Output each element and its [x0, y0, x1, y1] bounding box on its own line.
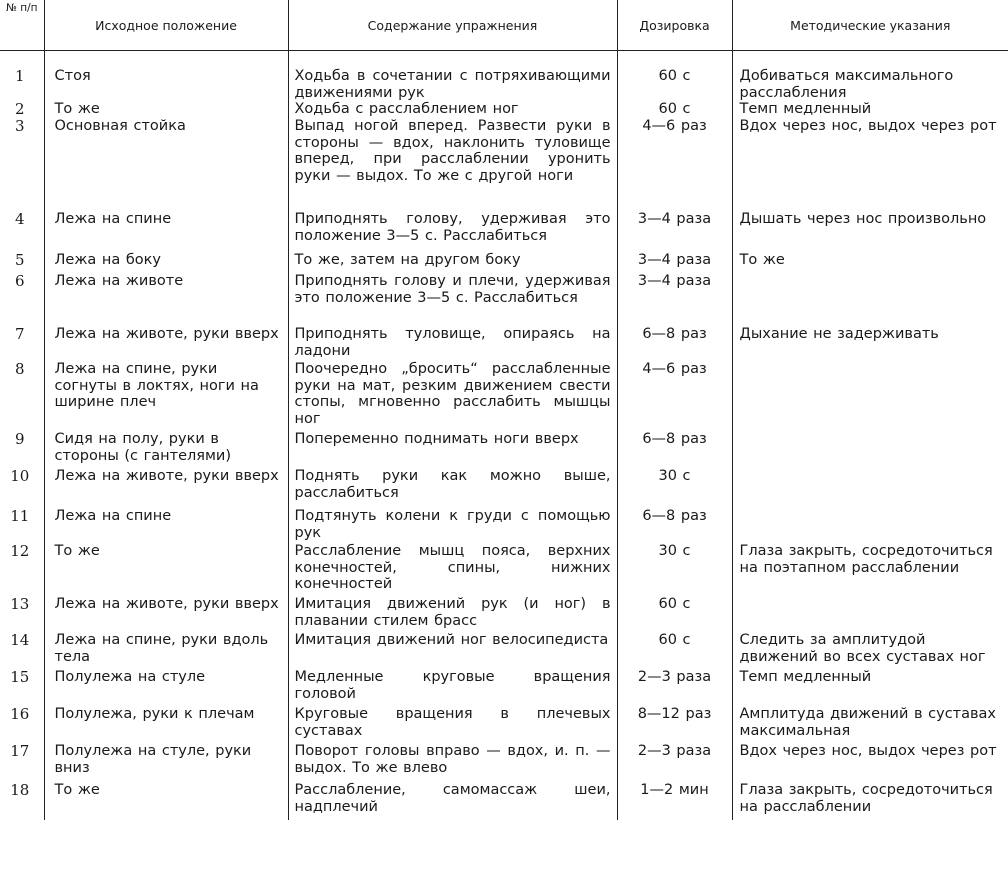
- row-dosage: 1—2 мин: [617, 782, 732, 820]
- row-number: 6: [0, 273, 44, 326]
- row-starting-position: Лежа на спине: [44, 211, 288, 252]
- row-number: 17: [0, 743, 44, 782]
- row-number: 15: [0, 669, 44, 706]
- row-method-notes: [732, 596, 1008, 632]
- header-content: Содержание упражнения: [288, 0, 617, 51]
- table-row: [0, 632, 1008, 669]
- row-exercise-content: Приподнять голову, удерживая это положение 3—5 с. Расслабиться: [288, 211, 617, 252]
- row-starting-position: Лежа на животе: [44, 273, 288, 326]
- row-method-notes: [732, 431, 1008, 468]
- row-method-notes: Глаза закрыть, сосредоточиться на расслаблении: [739, 782, 993, 815]
- row-exercise-content: Приподнять голову и плечи, удерживая это положение 3—5 с. Расслабиться: [288, 273, 617, 326]
- row-exercise-content: Подтянуть колени к груди с помощью рук: [288, 508, 617, 543]
- table-row: [0, 118, 1008, 211]
- table-row: [0, 543, 1008, 596]
- row-starting-position: Стоя: [44, 51, 288, 102]
- row-number: 3: [0, 118, 44, 211]
- row-method-notes: Дыхание не задерживать: [739, 326, 939, 343]
- row-number: 18: [0, 782, 44, 820]
- row-number: 4: [0, 211, 44, 252]
- row-number: 5: [0, 252, 44, 273]
- row-method-notes: Вдох через нос, выдох через рот: [739, 743, 997, 760]
- row-dosage: 60 с: [617, 632, 732, 669]
- row-starting-position: Сидя на полу, руки в стороны (с гантелями): [44, 431, 288, 468]
- row-number: 9: [0, 431, 44, 468]
- row-method-notes: [732, 468, 1008, 508]
- row-dosage: 3—4 раза: [617, 273, 732, 326]
- row-dosage: 30 с: [617, 543, 732, 596]
- table-row: [0, 596, 1008, 632]
- row-starting-position: То же: [44, 543, 288, 596]
- row-exercise-content: Круговые вращения в плечевых суставах: [288, 706, 617, 743]
- row-exercise-content: Приподнять туловище, опираясь на ладони: [288, 326, 617, 361]
- row-dosage: 6—8 раз: [617, 431, 732, 468]
- table-row: [0, 743, 1008, 782]
- table-header-row: [0, 0, 1008, 51]
- table-row: [0, 782, 1008, 820]
- row-dosage: 60 с: [617, 51, 732, 102]
- row-number: 7: [0, 326, 44, 361]
- row-exercise-content: Расслабление мышц пояса, верхних конечностей, спины, нижних конечностей: [288, 543, 617, 596]
- row-exercise-content: Поочередно „бросить“ расслабленные руки на мат, резким движением свести стопы, мгновенно расслабить мышцы ног: [288, 361, 617, 431]
- table-row: [0, 706, 1008, 743]
- row-exercise-content: Медленные круговые вращения головой: [288, 669, 617, 706]
- row-dosage: 4—6 раз: [617, 118, 732, 211]
- table-row: [0, 468, 1008, 508]
- row-starting-position: Полулежа, руки к плечам: [44, 706, 288, 743]
- row-exercise-content: Имитация движений рук (и ног) в плавании стилем брасс: [288, 596, 617, 632]
- row-dosage: 3—4 раза: [617, 252, 732, 273]
- row-exercise-content: Расслабление, самомассаж шеи, надплечий: [288, 782, 617, 820]
- row-method-notes: Дышать через нос произвольно: [739, 211, 987, 228]
- row-exercise-content: Имитация движений ног велосипедиста: [288, 632, 617, 669]
- row-number: 1: [0, 51, 44, 102]
- row-dosage: 3—4 раза: [617, 211, 732, 252]
- row-method-notes: Темп медленный: [739, 101, 872, 118]
- row-number: 8: [0, 361, 44, 431]
- row-number: 2: [0, 101, 44, 118]
- row-starting-position: Лежа на животе, руки вверх: [44, 596, 288, 632]
- row-dosage: 60 с: [617, 596, 732, 632]
- row-method-notes: Вдох через нос, выдох через рот: [739, 118, 997, 135]
- row-method-notes: Темп медленный: [739, 669, 872, 686]
- table-row: [0, 431, 1008, 468]
- table-row: [0, 101, 1008, 118]
- row-number: 12: [0, 543, 44, 596]
- row-dosage: 2—3 раза: [617, 743, 732, 782]
- row-exercise-content: Поворот головы вправо — вдох, и. п. — выдох. То же влево: [288, 743, 617, 782]
- row-starting-position: Лежа на спине: [44, 508, 288, 543]
- row-dosage: 2—3 раза: [617, 669, 732, 706]
- row-starting-position: Лежа на животе, руки вверх: [44, 326, 288, 361]
- row-dosage: 4—6 раз: [617, 361, 732, 431]
- table-body: [0, 51, 1008, 821]
- row-method-notes: [732, 361, 1008, 431]
- row-starting-position: То же: [44, 101, 288, 118]
- header-number: № п/п: [0, 0, 44, 51]
- table-row: [0, 273, 1008, 326]
- row-starting-position: Лежа на боку: [44, 252, 288, 273]
- row-exercise-content: Поднять руки как можно выше, расслабиться: [288, 468, 617, 508]
- row-starting-position: То же: [44, 782, 288, 820]
- row-starting-position: Лежа на животе, руки вверх: [44, 468, 288, 508]
- row-number: 14: [0, 632, 44, 669]
- row-starting-position: Лежа на спине, руки вдоль тела: [44, 632, 288, 669]
- row-method-notes: То же: [739, 252, 785, 269]
- row-number: 11: [0, 508, 44, 543]
- table-row: [0, 508, 1008, 543]
- row-number: 16: [0, 706, 44, 743]
- row-method-notes: [732, 508, 1008, 543]
- row-dosage: 8—12 раз: [617, 706, 732, 743]
- row-method-notes: [732, 273, 1008, 326]
- row-starting-position: Лежа на спине, руки согнуты в локтях, ноги на ширине плеч: [44, 361, 288, 431]
- row-number: 13: [0, 596, 44, 632]
- row-method-notes: Амплитуда движений в суставах максимальная: [739, 706, 997, 739]
- row-method-notes: Добиваться максимального расслабления: [739, 68, 954, 101]
- row-method-notes: Следить за амплитудой движений во всех суставах ног: [739, 632, 986, 665]
- row-method-notes: Глаза закрыть, сосредоточиться на поэтапном расслаблении: [739, 543, 993, 576]
- row-exercise-content: Ходьба с расслаблением ног: [288, 101, 617, 118]
- row-number: 10: [0, 468, 44, 508]
- header-dosage: Дозировка: [617, 0, 732, 51]
- row-dosage: 6—8 раз: [617, 508, 732, 543]
- table-row: [0, 51, 1008, 102]
- row-starting-position: Основная стойка: [44, 118, 288, 211]
- row-dosage: 6—8 раз: [617, 326, 732, 361]
- table-row: [0, 326, 1008, 361]
- row-exercise-content: Ходьба в сочетании с потряхивающими движениями рук: [288, 51, 617, 102]
- table-row: [0, 252, 1008, 273]
- table-row: [0, 669, 1008, 706]
- row-exercise-content: Попеременно поднимать ноги вверх: [288, 431, 617, 468]
- row-exercise-content: То же, затем на другом боку: [288, 252, 617, 273]
- row-dosage: 60 с: [617, 101, 732, 118]
- header-position: Исходное положение: [44, 0, 288, 51]
- row-dosage: 30 с: [617, 468, 732, 508]
- table-row: [0, 211, 1008, 252]
- header-notes: Методические указания: [732, 0, 1008, 51]
- table-row: [0, 361, 1008, 431]
- row-starting-position: Полулежа на стуле: [44, 669, 288, 706]
- row-starting-position: Полулежа на стуле, руки вниз: [44, 743, 288, 782]
- row-exercise-content: Выпад ногой вперед. Развести руки в стороны — вдох, наклонить туловище вперед, при расслаблении уронить руки — выдох. То же с другой ноги: [288, 118, 617, 211]
